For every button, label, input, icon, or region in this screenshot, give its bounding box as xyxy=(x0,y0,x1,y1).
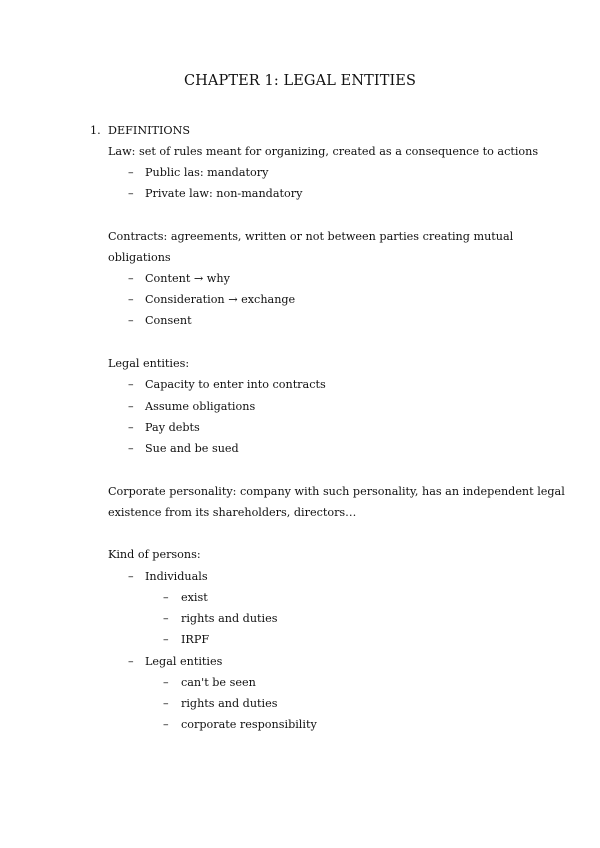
kind-of-persons-heading: Kind of persons: xyxy=(108,548,201,561)
bullet-dash xyxy=(128,378,134,392)
group-label-legal-entities: Legal entities xyxy=(145,655,223,668)
list-item: can't be seen xyxy=(181,676,256,689)
bullet-dash xyxy=(128,293,134,307)
list-item: Assume obligations xyxy=(145,400,256,413)
section-number: 1. xyxy=(90,124,101,137)
law-definition: Law: set of rules meant for organizing, created as a consequence to actions xyxy=(108,145,539,158)
contracts-definition-line1: Contracts: agreements, written or not between parties creating mutual xyxy=(108,230,514,243)
list-item: Private law: non-mandatory xyxy=(145,187,303,200)
legal-entities-heading: Legal entities: xyxy=(108,357,190,370)
list-item: Sue and be sued xyxy=(145,442,239,455)
list-item: Content → why xyxy=(145,272,230,285)
bullet-dash xyxy=(128,655,134,669)
list-item: Public las: mandatory xyxy=(145,166,269,179)
bullet-dash xyxy=(128,570,134,584)
list-item: corporate responsibility xyxy=(181,718,317,731)
bullet-dash xyxy=(128,400,134,414)
bullet-dash xyxy=(163,633,169,647)
bullet-dash xyxy=(163,718,169,732)
list-item: Consent xyxy=(145,314,192,327)
bullet-dash xyxy=(163,676,169,690)
bullet-dash xyxy=(128,421,134,435)
list-item: IRPF xyxy=(181,633,210,646)
list-item: rights and duties xyxy=(181,697,278,710)
list-item: exist xyxy=(181,591,208,604)
list-item: Consideration → exchange xyxy=(145,293,296,306)
bullet-dash xyxy=(163,697,169,711)
contracts-definition-line2: obligations xyxy=(108,251,171,264)
bullet-dash xyxy=(163,612,169,626)
list-item: Pay debts xyxy=(145,421,200,434)
bullet-dash xyxy=(128,314,134,328)
page-title: CHAPTER 1: LEGAL ENTITIES xyxy=(183,73,417,89)
list-item: rights and duties xyxy=(181,612,278,625)
corporate-personality-line1: Corporate personality: company with such personality, has an independent legal xyxy=(108,485,565,498)
bullet-dash xyxy=(128,166,134,180)
bullet-dash xyxy=(128,272,134,286)
bullet-dash xyxy=(128,187,134,201)
bullet-dash xyxy=(128,442,134,456)
corporate-personality-line2: existence from its shareholders, directors… xyxy=(108,506,357,519)
list-item: Capacity to enter into contracts xyxy=(145,378,326,391)
bullet-dash xyxy=(163,591,169,605)
group-label-individuals: Individuals xyxy=(145,570,208,583)
section-heading: DEFINITIONS xyxy=(108,124,191,137)
